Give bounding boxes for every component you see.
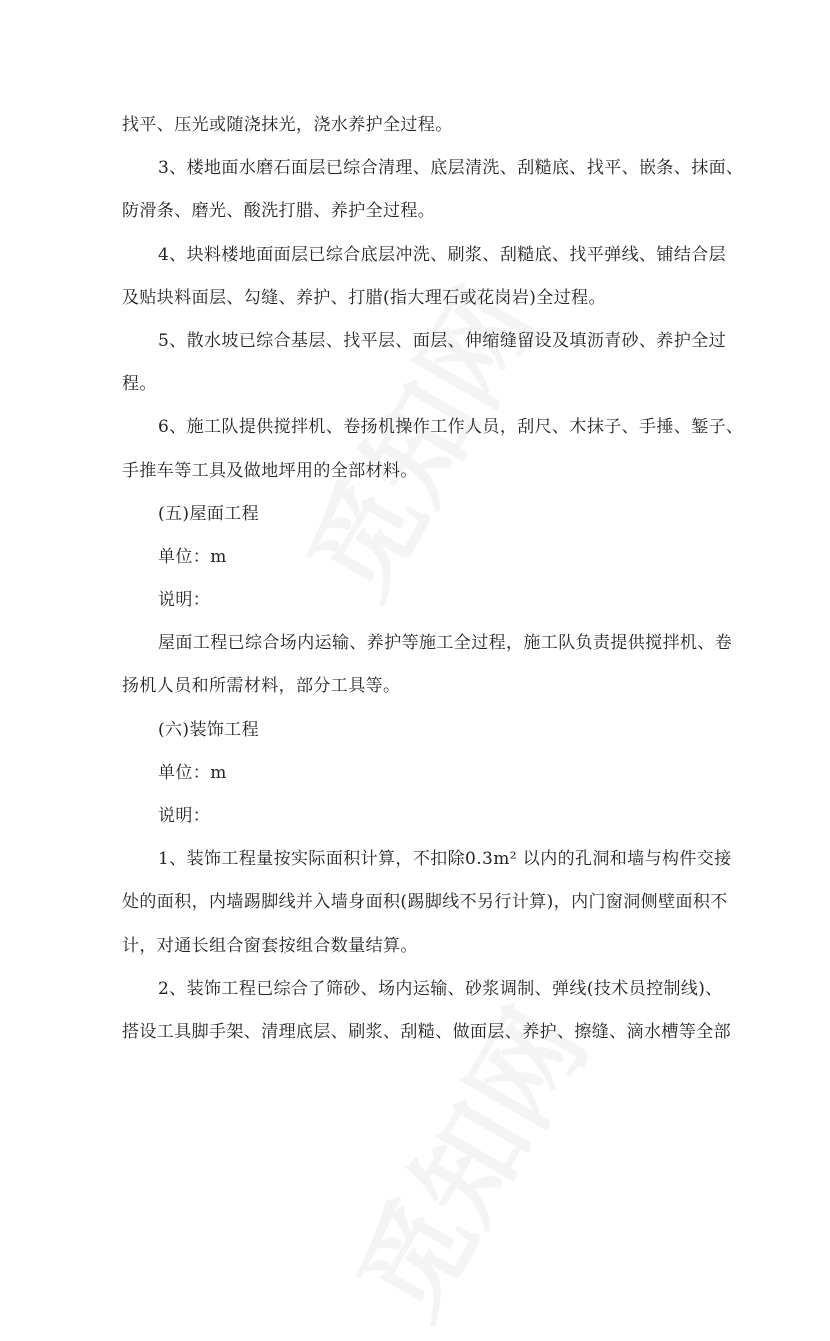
text-line: 手推车等工具及做地坪用的全部材料。 [122,460,418,481]
text-line: 6、施工队提供搅拌机、卷扬机操作工作人员，刮尺、木抹子、手捶、錾子、 [158,417,744,438]
text-line: (五)屋面工程 [158,503,260,524]
document-page [122,106,744,1056]
text-line: 1、装饰工程量按实际面积计算，不扣除0.3m² 以内的孔洞和墙与构件交接 [158,849,732,870]
text-line: 计，对通长组合窗套按组合数量结算。 [122,935,418,956]
text-line: 找平、压光或随浇抹光，浇水养护全过程。 [122,115,453,135]
text-line: 程。 [122,374,157,395]
text-line: 2、装饰工程已综合了筛砂、场内运输、砂浆调制、弹线(技术员控制线)、 [158,978,723,999]
text-line: 说明： [158,806,211,826]
text-line: 单位：m [158,762,227,783]
text-line: 扬机人员和所需材料，部分工具等。 [122,676,401,697]
text-line: 及贴块料面层、勾缝、养护、打腊(指大理石或花岗岩)全过程。 [122,287,606,308]
text-line: 处的面积，内墙踢脚线并入墙身面积(踢脚线不另行计算)，内门窗洞侧壁面积不 [122,892,728,913]
text-line: 单位：m [158,546,227,567]
text-line: (六)装饰工程 [158,719,260,740]
text-line: 5、散水坡已综合基层、找平层、面层、伸缩缝留设及填沥青砂、养护全过 [158,330,727,351]
text-line: 说明： [158,590,211,611]
text-line: 3、楼地面水磨石面层已综合清理、底层清洗、刮糙底、找平、嵌条、抹面、 [158,158,744,179]
text-line: 防滑条、磨光、酸洗打腊、养护全过程。 [122,201,436,222]
text-line: 4、块料楼地面面层已综合底层冲洗、刷浆、刮糙底、找平弹线、铺结合层 [158,244,727,265]
text-line: 屋面工程已综合场内运输、养护等施工全过程，施工队负责提供搅拌机、卷 [158,633,733,654]
text-line: 搭设工具脚手架、清理底层、刷浆、刮糙、做面层、养护、擦缝、滴水槽等全部 [122,1021,731,1042]
